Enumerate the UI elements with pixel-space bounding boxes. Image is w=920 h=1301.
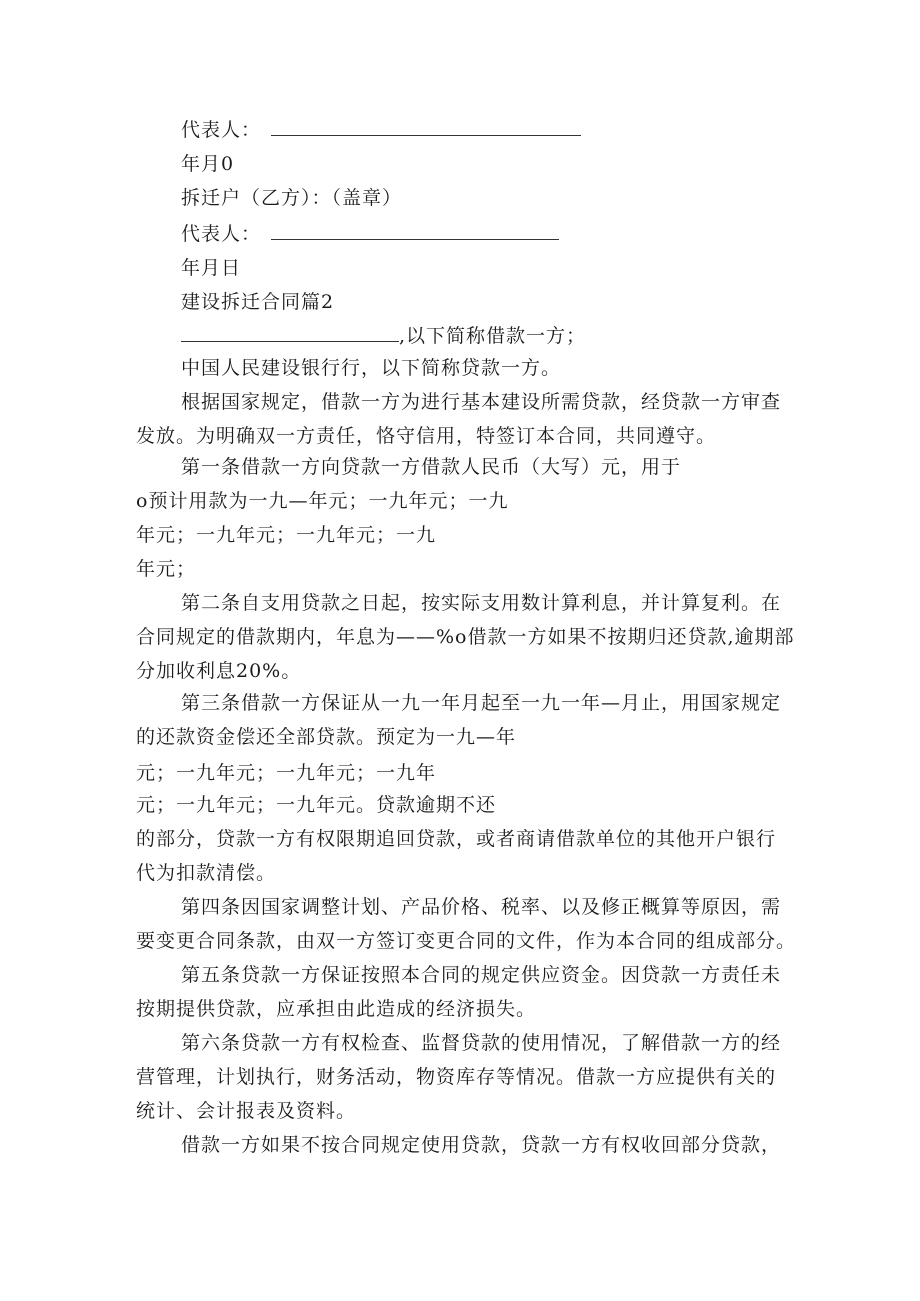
article-1-line: o预计用款为一九—年元；一九年元；一九 [136,490,509,512]
article-4-line: 要变更合同条款，由双一方签订变更合同的文件，作为本合同的组成部分。 [136,930,797,952]
party-b-label: 拆迁户（乙方）：（盖章） [181,187,403,209]
section-heading: 建设拆迁合同篇2 [181,291,335,313]
date-a: 年月0 [181,153,235,175]
rep-b-label: 代表人： [181,223,262,245]
article-6-line: 营管理，计划执行，财务活动，物资库存等情况。借款一方应提供有关的 [136,1066,777,1088]
rep-b-line [181,222,559,246]
rep-a-blank [271,119,581,136]
article-3-line: 元；一九年元；一九年元；一九年 [136,762,437,784]
date-b: 年月日 [181,257,242,279]
article-1-line: 年元；一九年元；一九年元；一九 [136,524,437,546]
article-1-line: 年元； [136,558,197,580]
borrower-blank [181,325,399,342]
article-4-line: 第四条因国家调整计划、产品价格、税率、以及修正概算等原因，需 [181,896,782,918]
borrower-suffix: ,以下简称借款一方； [399,325,587,347]
rep-a-line [181,118,581,142]
article-3-line: 的部分，贷款一方有权限期追回贷款，或者商请借款单位的其他开户银行 [136,828,777,850]
article-5-line: 第五条贷款一方保证按照本合同的规定供应资金。因贷款一方责任未 [181,964,782,986]
article-1-line: 第一条借款一方向贷款一方借款人民币（大写）元，用于 [181,456,682,478]
article-3-line: 代为扣款清偿。 [136,862,277,884]
article-2-line: 第二条自支用贷款之日起，按实际支用数计算利息，并计算复利。在 [181,592,782,614]
closing-line: 借款一方如果不按合同规定使用贷款，贷款一方有权收回部分贷款， [181,1134,782,1156]
borrower-line [181,324,586,348]
article-2-line: 合同规定的借款期内，年息为——%o借款一方如果不按期归还贷款,逾期部 [136,626,795,648]
intro-line: 根据国家规定，借款一方为进行基本建设所需贷款，经贷款一方审查 [181,391,782,413]
article-3-line: 的还款资金偿还全部贷款。预定为一九—年 [136,726,517,748]
lender-line: 中国人民建设银行行，以下简称贷款一方。 [181,357,562,379]
rep-b-blank [271,223,559,240]
article-3-line: 第三条借款一方保证从一九一年月起至一九一年—月止，用国家规定 [181,692,782,714]
rep-a-label: 代表人： [181,119,262,141]
intro-line: 发放。为明确双一方责任，恪守信用，特签订本合同，共同遵守。 [136,425,717,447]
article-5-line: 按期提供贷款，应承担由此造成的经济损失。 [136,998,537,1020]
article-6-line: 统计、会计报表及资料。 [136,1100,357,1122]
article-6-line: 第六条贷款一方有权检查、监督贷款的使用情况，了解借款一方的经 [181,1032,782,1054]
article-3-line: 元；一九年元；一九年元。贷款逾期不还 [136,794,497,816]
article-2-line: 分加收利息20%。 [136,660,302,682]
